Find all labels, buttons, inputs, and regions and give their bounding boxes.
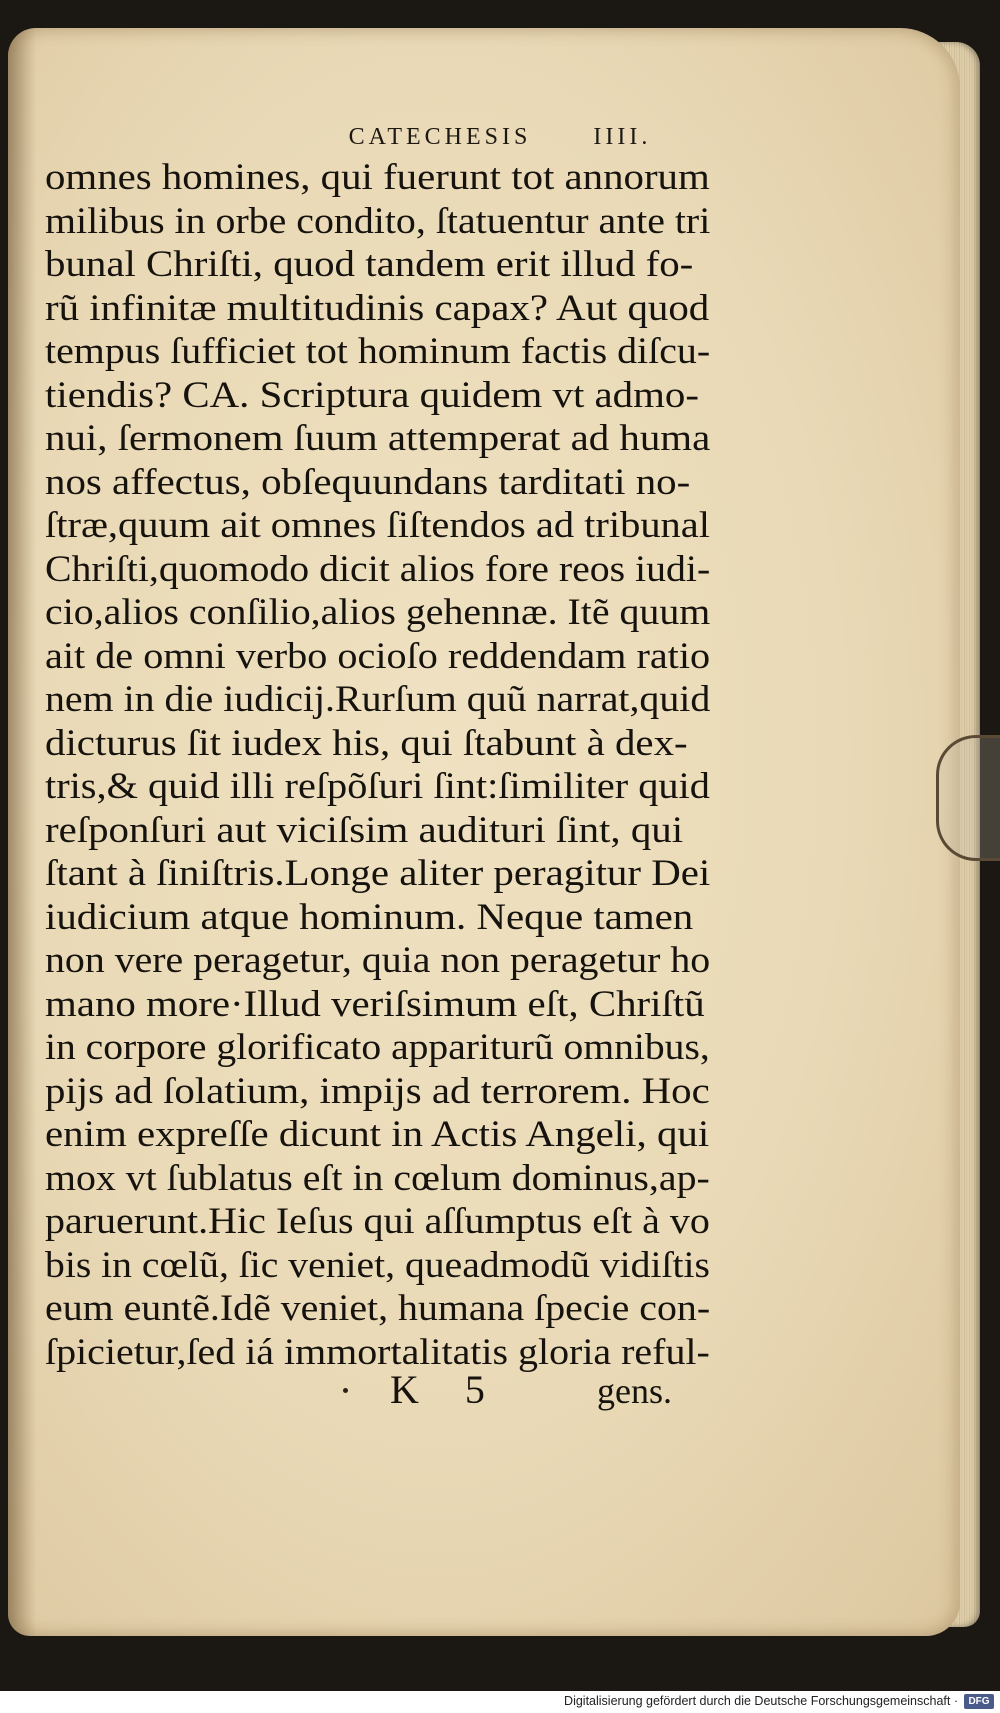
text-line (45, 329, 710, 373)
footer-dot (343, 1388, 348, 1393)
text-line (45, 634, 710, 678)
text-line-content: nos affectus, obſequundans tarditati no- (45, 460, 691, 502)
text-line-content: non vere peragetur, quia non peragetur ho (45, 939, 711, 980)
text-line (45, 764, 710, 808)
text-line-content: ſpicietur,ſed iá immortalitatis gloria reful- (45, 1330, 710, 1372)
text-line (45, 808, 710, 852)
text-line (45, 1025, 710, 1069)
text-line (45, 373, 710, 417)
text-line (45, 938, 710, 982)
text-line (45, 547, 710, 591)
text-line-content: in corpore glorificato appariturũ omnibus, (45, 1026, 710, 1067)
dfg-logo: DFG (964, 1694, 994, 1709)
text-line-content: iudicium atque hominum. Neque tamen (45, 895, 694, 937)
text-line (45, 1069, 710, 1113)
running-head-number: IIII. (593, 124, 652, 150)
text-line-content: mox vt ſublatus eſt in cœlum dominus,ap- (45, 1156, 710, 1198)
page-tab-clip (936, 735, 1000, 861)
text-line-content: eum euntẽ.Idẽ veniet, humana ſpecie con- (45, 1287, 711, 1328)
text-line-content: ſtant à ſiniſtris.Longe aliter peragitur Dei (45, 852, 711, 893)
text-line (45, 460, 710, 504)
text-line-content: ſtræ,quum ait omnes ſiſtendos ad tribunal (45, 504, 710, 545)
text-line-content: paruerunt.Hic Ieſus qui aſſumptus eſt à vo (45, 1200, 710, 1241)
text-line-content: mano more·Illud veriſsimum eſt, Chriſtũ (45, 982, 705, 1024)
text-line (45, 286, 710, 330)
catchword: gens. (597, 1371, 672, 1411)
text-line (45, 851, 710, 895)
text-line (45, 982, 710, 1026)
text-line-content: nui, ſermonem ſuum attemperat ad huma (45, 417, 711, 458)
text-line (45, 590, 710, 634)
text-line (45, 242, 710, 286)
body-text (45, 155, 710, 1373)
text-line-content: tempus ſufficiet tot hominum factis diſcu- (45, 330, 711, 371)
text-line (45, 1286, 710, 1330)
text-line (45, 1156, 710, 1200)
text-line-content: Chriſti,quomodo dicit alios fore reos iudi- (45, 547, 711, 589)
text-line-content: tiendis? CA. Scriptura quidem vt admo- (45, 373, 699, 415)
text-line (45, 1199, 710, 1243)
text-line (45, 155, 710, 199)
text-line-content: cio,alios conſilio,alios gehennæ. Itẽ quum (45, 591, 711, 632)
text-line-content: dicturus ſit iudex his, qui ſtabunt à dex- (45, 721, 688, 763)
text-line (45, 1243, 710, 1287)
text-line (45, 416, 710, 460)
text-line-content: bis in cœlũ, ſic veniet, queadmodũ vidiſtis (45, 1243, 710, 1285)
signature-mark: K 5 (390, 1367, 503, 1412)
text-line (45, 677, 710, 721)
text-line-content: pijs ad ſolatium, impijs ad terrorem. Hoc (45, 1069, 710, 1111)
text-line-content: tris,& quid illi reſpõſuri ſint:ſimiliter quid (45, 765, 710, 806)
running-head-title: CATECHESIS (348, 124, 532, 150)
text-line-content: rũ infinitæ multitudinis capax? Aut quod (45, 286, 710, 328)
text-line (45, 1112, 710, 1156)
text-line-content: omnes homines, qui fuerunt tot annorum (45, 156, 710, 197)
text-line-content: nem in die iudicij.Rurſum quũ narrat,quid (45, 678, 711, 719)
text-line (45, 503, 710, 547)
text-line-content: bunal Chriſti, quod tandem erit illud fo- (45, 243, 694, 284)
text-line-content: milibus in orbe condito, ſtatuentur ante tri (45, 199, 711, 241)
running-head (0, 124, 1000, 151)
text-line (45, 199, 710, 243)
text-line-content: reſponſuri aut viciſsim audituri ſint, qui (45, 808, 684, 850)
text-line-content: enim expreſſe dicunt in Actis Angeli, qui (45, 1113, 710, 1154)
text-line-content: ait de omni verbo ocioſo reddendam ratio (45, 634, 711, 676)
text-line (45, 721, 710, 765)
credit-bar (0, 1691, 1000, 1713)
digitization-credit: Digitalisierung gefördert durch die Deutsche Forschungsgemeinschaft · (564, 1694, 958, 1708)
text-line (45, 895, 710, 939)
page-footer (0, 1366, 1000, 1416)
